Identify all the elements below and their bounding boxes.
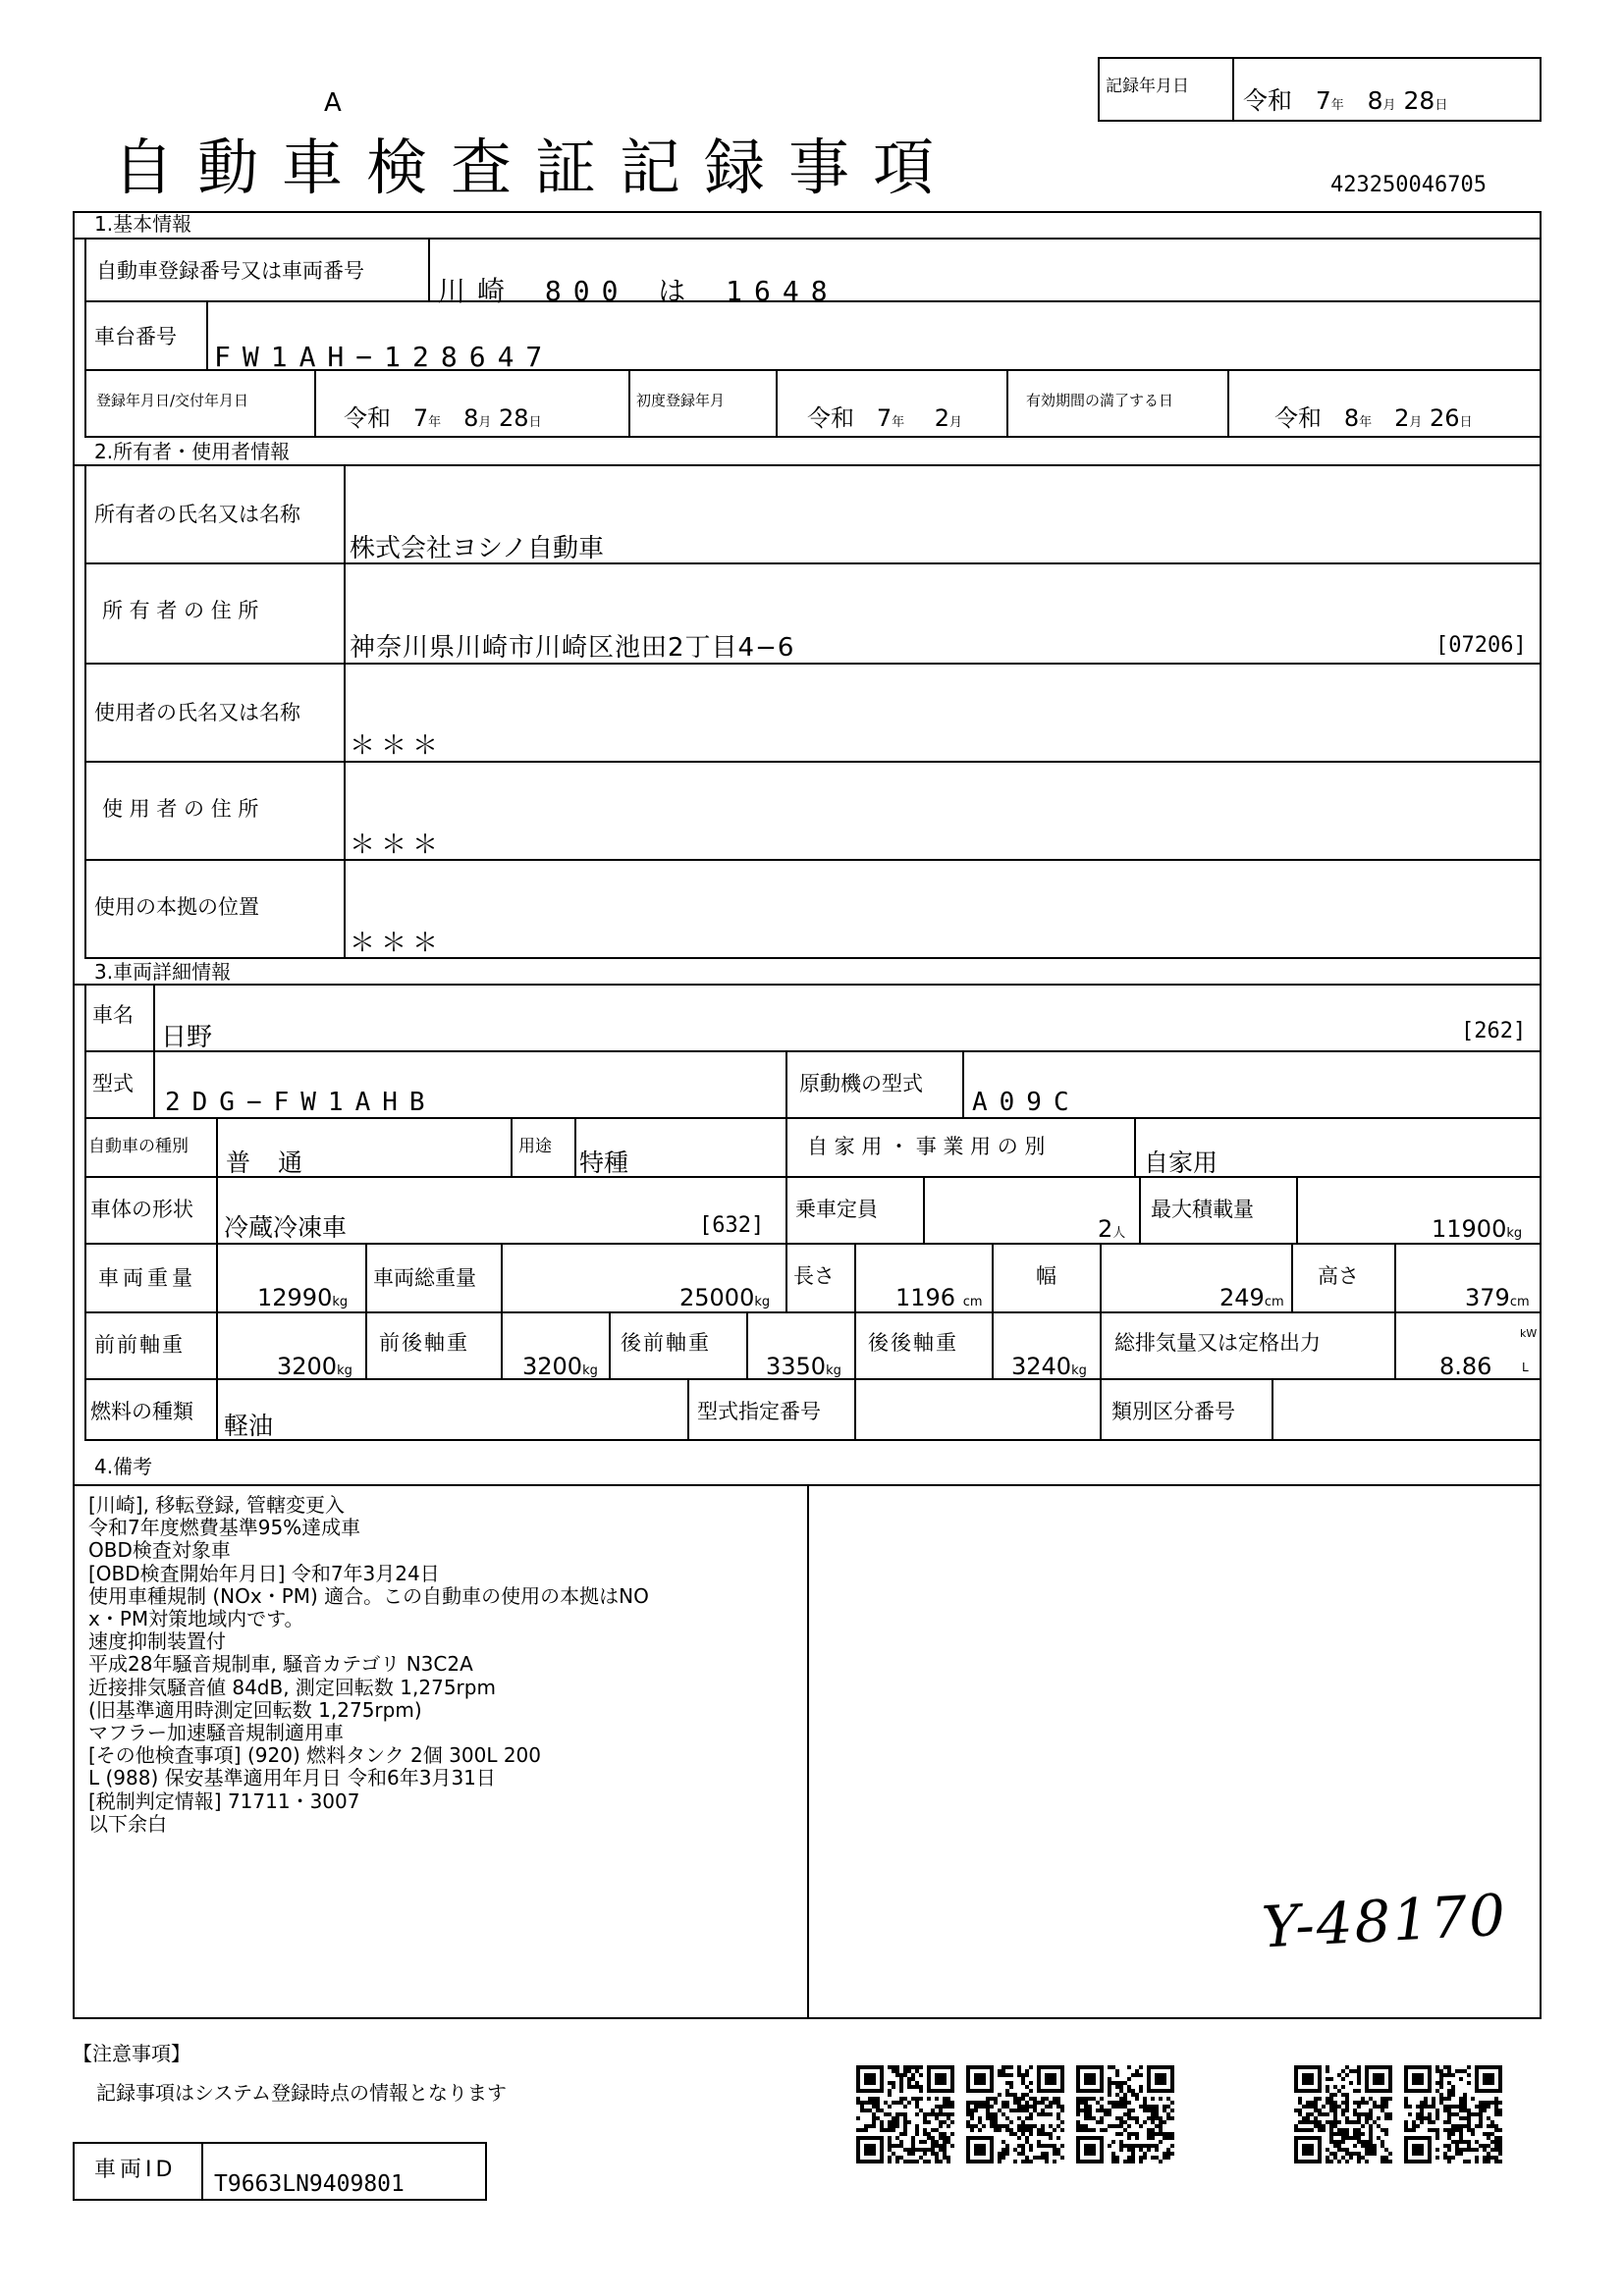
displacement-unit-l: L (1522, 1361, 1529, 1374)
engine-value: A09C (972, 1088, 1081, 1117)
use-label: 用途 (518, 1137, 552, 1156)
user-name-value: ＊＊＊ (350, 731, 445, 761)
section2-header: 2.所有者・使用者情報 (94, 440, 291, 463)
engine-label: 原動機の型式 (799, 1072, 923, 1095)
record-date-label: 記録年月日 (1106, 77, 1189, 96)
width-value: 249cm (1219, 1284, 1284, 1311)
use-value: 特種 (579, 1148, 629, 1177)
handwritten-note: Y-48170 (1260, 1881, 1509, 1961)
rear-front-axle-label: 後前軸重 (621, 1331, 711, 1355)
user-address-label: 使 用 者 の 住 所 (102, 797, 259, 821)
vehicle-kind-label: 自動車の種別 (88, 1137, 189, 1156)
length-label: 長さ (793, 1264, 835, 1288)
max-load-label: 最大積載量 (1151, 1198, 1254, 1221)
notes-text: 記録事項はシステム登録時点の情報となります (96, 2081, 507, 2105)
vehicle-id-value: T9663LN9409801 (214, 2171, 405, 2197)
capacity-value: 2人 (1098, 1215, 1126, 1243)
remarks-text: [川崎], 移転登録, 管轄変更入 令和7年度燃費基準95%達成車 OBD検査対象車 [OBD検査開始年月日] 令和7年3月24日 使用車種規制 (NOx・PM) 適合。この自動車の使用の本拠はNO x・PM対策地域内です。 速度抑制装置付 平成28年騒音規制車, 騒音カテゴリ N3C2A 近接排気騒音値 84dB, 測定回転数 1,275rpm (旧基準適用時測定回転数 1,275rpm) マフラー加速騒音規制適用車 [その他検査事項] (920) 燃料タンク 2個 300L 200 L (988) 保安基準適用年月日 令和6年3月31日 [税制判定情報] 71711・3007 以下余白 (88, 1493, 649, 1836)
reg-date-value: 令和 7年 8月 28日 (344, 404, 542, 432)
qr-code-3 (1076, 2065, 1174, 2163)
displacement-label: 総排気量又は定格出力 (1114, 1331, 1321, 1355)
vehicle-weight-value: 12990kg (257, 1284, 349, 1311)
section3-header: 3.車両詳細情報 (94, 960, 232, 984)
width-label: 幅 (1036, 1264, 1056, 1288)
body-shape-value: 冷蔵冷凍車 (224, 1213, 348, 1242)
doc-title: 自動車検査証記録事項 (113, 132, 958, 203)
base-location-label: 使用の本拠の位置 (94, 895, 259, 919)
expiry-value: 令和 8年 2月 26日 (1274, 404, 1473, 432)
owner-address-code: [07206] (1435, 633, 1527, 658)
fuel-type-value: 軽油 (224, 1412, 274, 1440)
capacity-label: 乗車定員 (795, 1198, 878, 1221)
displacement-unit-kw: kW (1520, 1327, 1538, 1340)
make-label: 車名 (92, 1003, 134, 1027)
body-shape-code: [632] (699, 1213, 765, 1238)
qr-code-5 (1404, 2065, 1502, 2163)
fuel-type-label: 燃料の種類 (90, 1400, 193, 1423)
length-value: 1196 cm (895, 1284, 983, 1311)
vehicle-weight-label: 車両重量 (98, 1266, 196, 1290)
qr-code-2 (966, 2065, 1064, 2163)
displacement-value: 8.86 (1439, 1353, 1492, 1380)
reg-date-label: 登録年月日/交付年月日 (96, 392, 249, 409)
make-value: 日野 (161, 1023, 213, 1052)
rear-rear-axle-value: 3240kg (1011, 1353, 1087, 1380)
height-value: 379cm (1465, 1284, 1530, 1311)
rear-rear-axle-label: 後後軸重 (868, 1331, 958, 1355)
private-business-value: 自家用 (1144, 1148, 1218, 1177)
rear-front-axle-value: 3350kg (766, 1353, 841, 1380)
model-value: 2DG−FW1AHB (165, 1088, 437, 1117)
owner-address-label: 所 有 者 の 住 所 (102, 599, 259, 622)
class-number-label: 類別区分番号 (1111, 1400, 1235, 1423)
qr-code-1 (856, 2065, 954, 2163)
front-rear-axle-label: 前後軸重 (379, 1331, 469, 1355)
private-business-label: 自 家 用 ・ 事 業 用 の 別 (807, 1135, 1046, 1158)
max-load-value: 11900kg (1432, 1215, 1523, 1243)
first-reg-label: 初度登録年月 (636, 392, 726, 409)
type-designation-label: 型式指定番号 (697, 1400, 821, 1423)
chassis-number-label: 車台番号 (94, 325, 177, 348)
reg-number-label: 自動車登録番号又は車両番号 (96, 259, 364, 283)
make-code: [262] (1461, 1019, 1527, 1043)
reg-number-value: 川崎 800 は 1648 (438, 275, 839, 307)
qr-code-4 (1294, 2065, 1392, 2163)
owner-name-label: 所有者の氏名又は名称 (94, 503, 300, 526)
front-front-axle-value: 3200kg (277, 1353, 352, 1380)
model-label: 型式 (92, 1072, 134, 1095)
body-shape-label: 車体の形状 (90, 1198, 193, 1221)
first-reg-value: 令和 7年 2月 (807, 404, 962, 432)
doc-number: 423250046705 (1330, 173, 1487, 197)
notes-header: 【注意事項】 (73, 2042, 190, 2065)
base-location-value: ＊＊＊ (350, 929, 445, 958)
user-name-label: 使用者の氏名又は名称 (94, 701, 300, 724)
chassis-number-value: FW1AH−128647 (214, 341, 555, 373)
gross-weight-value: 25000kg (679, 1284, 771, 1311)
section1-header: 1.基本情報 (94, 212, 192, 236)
record-date-value: 令和 7年 8月 28日 (1243, 86, 1448, 115)
expiry-label: 有効期間の満了する日 (1026, 392, 1174, 409)
front-rear-axle-value: 3200kg (522, 1353, 598, 1380)
gross-weight-label: 車両総重量 (373, 1266, 476, 1290)
front-front-axle-label: 前前軸重 (94, 1333, 185, 1357)
height-label: 高さ (1318, 1264, 1359, 1288)
section4-header: 4.備考 (94, 1455, 153, 1478)
user-address-value: ＊＊＊ (350, 830, 445, 860)
doc-marker: A (324, 88, 342, 118)
vehicle-kind-value: 普 通 (226, 1148, 312, 1177)
vehicle-id-label: 車両ID (94, 2158, 177, 2182)
owner-name-value: 株式会社ヨシノ自動車 (350, 534, 604, 563)
owner-address-value: 神奈川県川崎市川崎区池田2丁目4−6 (350, 633, 795, 663)
